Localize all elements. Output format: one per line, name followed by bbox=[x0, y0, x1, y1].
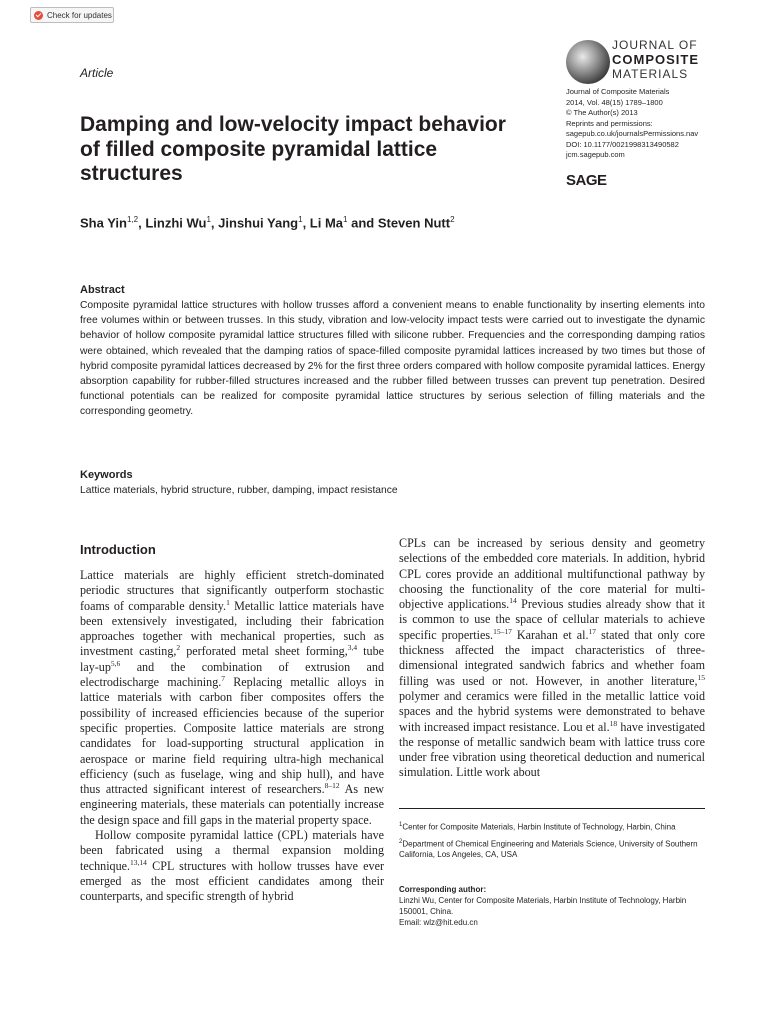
footnote-text: Department of Chemical Engineering and Materials Science, University of Southern California, Los Angeles, CA, USA bbox=[399, 839, 698, 860]
journal-logo-line3: MATERIALS bbox=[612, 67, 689, 81]
introduction-heading: Introduction bbox=[80, 542, 156, 557]
body-text: tube lay-up bbox=[80, 644, 384, 674]
paper-title: Damping and low-velocity impact behavior of filled composite pyramidal lattice structures bbox=[80, 113, 506, 185]
body-paragraph bbox=[80, 568, 384, 828]
meta-permissions-link[interactable]: sagepub.co.uk/journalsPermissions.nav bbox=[566, 129, 699, 138]
meta-copyright: © The Author(s) 2013 bbox=[566, 108, 638, 117]
abstract-heading: Abstract bbox=[80, 284, 125, 296]
citation-mark[interactable]: 5,6 bbox=[110, 658, 121, 668]
author-name: Steven Nutt bbox=[377, 215, 451, 231]
meta-reprints: Reprints and permissions: bbox=[566, 118, 653, 128]
citation-mark[interactable]: 3,4 bbox=[347, 643, 358, 653]
corresponding-author-address: Linzhi Wu, Center for Composite Materials, Harbin Institute of Technology, Harbin 150001, China. bbox=[399, 896, 687, 916]
citation-mark[interactable]: 15–17 bbox=[493, 626, 512, 636]
body-text: Replacing metallic alloys in lattice materials with carbon fiber composites offers the possibility of increased efficiencies because of the superior specific properties. Composite lattice materials are strong candidates for load-supporting structural application in aerospace or marine field requiring ultra-high mechanical efficiency (such as fuselage, wing and ship hull), and have thus attracted significant interest of researchers. bbox=[80, 675, 384, 797]
meta-journal-link[interactable]: jcm.sagepub.com bbox=[566, 150, 625, 159]
body-text: and the combination of extrusion and electrodischarge machining. bbox=[80, 659, 384, 690]
citation-mark[interactable]: 1 bbox=[226, 597, 230, 607]
footnote-mark: 2 bbox=[399, 839, 403, 846]
author-affiliation-mark: 1 bbox=[343, 215, 348, 224]
body-text: CPL structures with hollow trusses have ever emerged as the most efficient candidates among their counterparts, and specific strength of hybrid bbox=[80, 858, 384, 904]
author-name: Linzhi Wu bbox=[145, 215, 207, 231]
author-affiliation-mark: 1 bbox=[298, 215, 303, 224]
body-column-right bbox=[399, 536, 705, 781]
footnote-mark: 1 bbox=[399, 822, 403, 828]
body-text: CPLs can be increased by serious density and geometry selections of the embedded core materials. In addition, hybrid CPL cores provide an additional multifunctional pathway by choosing the functionality of the core material for multi-objective applications. bbox=[399, 536, 705, 612]
publisher-logo: SAGE bbox=[566, 172, 607, 189]
body-text: Previous studies already show that it is common to use the space of cellular materials to achieve specific properties. bbox=[399, 597, 705, 642]
body-text: have investigated the response of metallic sandwich beam with lattice truss core under free vibration using theoretical deduction and numerical simulation. Little work about bbox=[399, 719, 705, 780]
journal-logo-line2: COMPOSITE bbox=[612, 52, 700, 67]
citation-mark[interactable]: 15 bbox=[697, 672, 705, 682]
author-affiliation-mark: 1 bbox=[206, 215, 211, 224]
author-name: Sha Yin bbox=[80, 215, 127, 231]
citation-mark[interactable]: 17 bbox=[588, 626, 597, 636]
corresponding-author-email[interactable]: Email: wlz@hit.edu.cn bbox=[399, 917, 478, 927]
journal-meta bbox=[566, 87, 698, 161]
check-icon bbox=[34, 11, 43, 20]
body-column-left bbox=[80, 568, 384, 905]
citation-mark[interactable]: 7 bbox=[221, 674, 226, 684]
author-list: Sha Yin$^{1,2}$, Linzhi Wu$^1$, Jinshui Yang$^1$, Li Ma$^1$ and Steven Nutt$^2$ bbox=[80, 215, 455, 231]
body-text: Karahan et al. bbox=[511, 627, 589, 642]
corresponding-author-heading: Corresponding author: bbox=[399, 885, 487, 894]
meta-journal: Journal of Composite Materials bbox=[566, 87, 670, 96]
citation-mark[interactable]: 13,14 bbox=[130, 857, 147, 867]
badge-label: Check for updates bbox=[47, 10, 112, 20]
affiliation-footnote bbox=[399, 837, 705, 861]
citation-mark[interactable]: 8–12 bbox=[324, 781, 340, 791]
journal-logo-sphere-icon bbox=[566, 40, 610, 84]
author-name: Jinshui Yang bbox=[218, 215, 299, 231]
footnote-text: Center for Composite Materials, Harbin Institute of Technology, Harbin, China bbox=[402, 822, 676, 832]
body-text: perforated metal sheet forming, bbox=[180, 644, 348, 659]
keywords-text: Lattice materials, hybrid structure, rubber, damping, impact resistance bbox=[80, 485, 398, 496]
citation-mark[interactable]: 14 bbox=[509, 596, 517, 606]
citation-mark[interactable]: 18 bbox=[609, 718, 618, 728]
footnote-divider bbox=[399, 808, 705, 809]
keywords-heading: Keywords bbox=[80, 469, 133, 481]
body-text: polymer and ceramics were filled in the metallic lattice void spaces and the hybrid systems were demonstrated to behave with increased impact resistance. Lou et al. bbox=[399, 688, 705, 734]
journal-logo-line1: JOURNAL OF bbox=[612, 38, 698, 52]
article-type-label: Article bbox=[80, 66, 114, 80]
citation-mark[interactable]: 2 bbox=[176, 643, 181, 653]
check-for-updates-badge[interactable] bbox=[30, 7, 114, 23]
body-text: Metallic lattice materials have been extensively investigated, including their fabrication approaches together with mechanical properties, such as investment casting, bbox=[80, 598, 385, 659]
author-name: Li Ma bbox=[309, 215, 344, 231]
author-affiliation-mark: 2 bbox=[450, 215, 455, 224]
body-paragraph bbox=[399, 536, 705, 781]
body-text: As new engineering materials, these materials can potentially increase the design space and fill gaps in the material property space. bbox=[80, 782, 385, 827]
author-affiliation-mark: 1,2 bbox=[126, 215, 139, 224]
affiliation-footnotes bbox=[399, 820, 705, 865]
body-text: Hollow composite pyramidal lattice (CPL) materials have been fabricated using a thermal expansion molding technique. bbox=[80, 828, 384, 873]
body-paragraph bbox=[80, 828, 384, 904]
meta-doi-link[interactable]: DOI: 10.1177/0021998313490582 bbox=[566, 139, 679, 149]
corresponding-author-details bbox=[399, 896, 705, 928]
body-text: stated that only core thickness affected the impact characteristics of three-dimensional integrated sandwich fabrics and whether foam filling was used or not. However, in another literature, bbox=[399, 627, 705, 688]
affiliation-footnote bbox=[399, 820, 705, 833]
abstract-text: Composite pyramidal lattice structures with hollow trusses afford a convenient means to enable functionality by inserting elements into free volumes within or between trusses. In this study, vibration and low-velocity impact tests were carried out to investigate the dynamic behavior of hollow composite pyramidal lattice structures filled with silicone rubber. Frequencies and the corresponding damping ratios were obtained, which revealed that the damping ratios of space-filled composite pyramidal lattices increased by two times but those of hybrid composite pyramidal lattices decreased by 2% for the first three orders compared with hollow composite pyramidal lattices. Energy absorption capability for rubber-filled structures increased and the rubber filled between trusses can prevent tup penetration. Desired functional potentials can be realized for composite pyramidal lattice structures by serious selection of filling materials and the corresponding geometry. bbox=[80, 300, 705, 418]
body-text: Lattice materials are highly efficient stretch-dominated periodic structures that significantly outperform stochastic foams of comparable density. bbox=[80, 568, 384, 613]
meta-volume: 2014, Vol. 48(15) 1789–1800 bbox=[566, 97, 663, 107]
